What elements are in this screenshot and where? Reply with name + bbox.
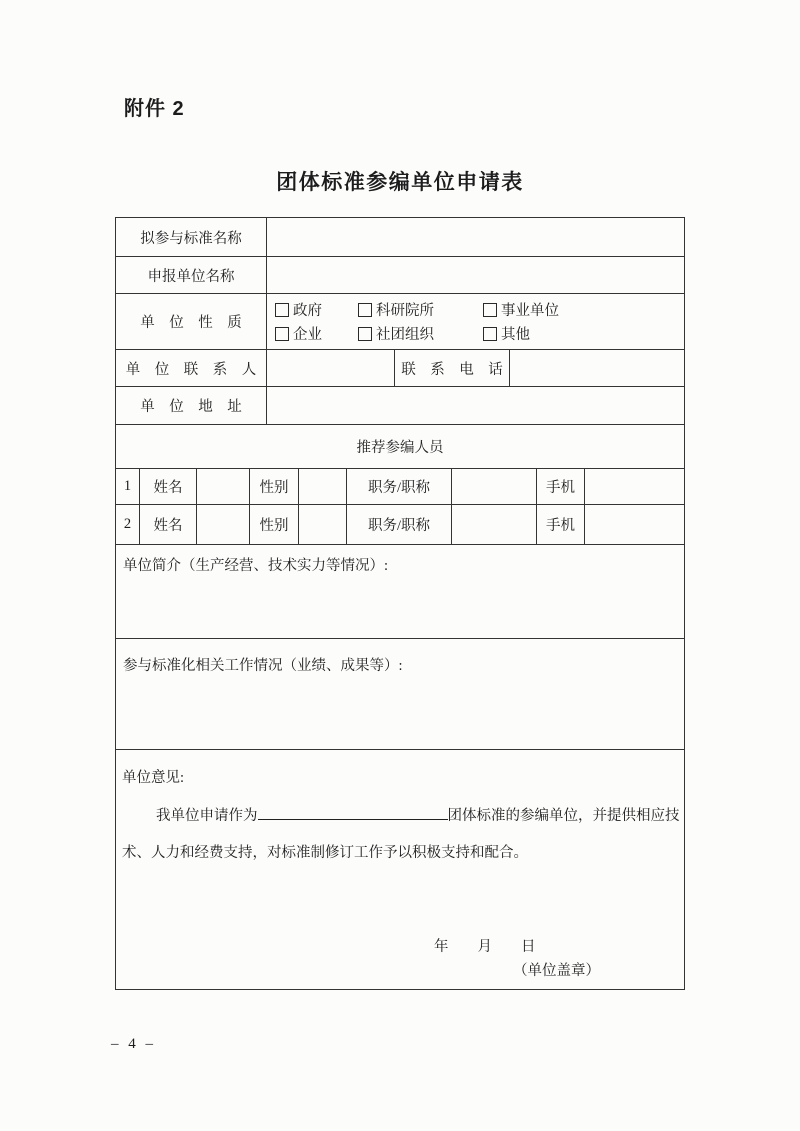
personnel-2-title-label: 职务/职称 xyxy=(346,505,451,544)
unit-opinion-cell xyxy=(116,750,684,989)
personnel-1-gender-value xyxy=(298,469,346,504)
opinion-line1-suffix: 团体标准的参编单位，并提供相应技 xyxy=(447,808,680,824)
checkbox-label: 科研院所 xyxy=(376,303,434,319)
checkbox-option-social-organization xyxy=(358,323,483,344)
phone-label: 联 系 电 话 xyxy=(394,350,509,386)
personnel-1-title-value xyxy=(451,469,536,504)
opinion-line-2: 术、人力和经费支持，对标准制修订工作予以积极支持和配合。 xyxy=(122,845,528,861)
checkbox-option-public-institution xyxy=(483,299,559,320)
standard-name-value-cell xyxy=(266,218,684,256)
row-unit-type xyxy=(116,293,684,349)
personnel-2-mobile-value xyxy=(584,505,684,544)
unit-type-options-line-2 xyxy=(275,322,684,346)
checkbox-option-research-institute xyxy=(358,299,483,320)
row-address xyxy=(116,386,684,424)
checkbox-label: 事业单位 xyxy=(501,303,559,319)
phone-value-cell xyxy=(509,350,684,386)
row-unit-name xyxy=(116,256,684,293)
checkbox-icon xyxy=(275,327,289,341)
personnel-1-name-value xyxy=(196,469,249,504)
personnel-2-name-value xyxy=(196,505,249,544)
checkbox-option-other xyxy=(483,323,530,344)
checkbox-icon xyxy=(358,303,372,317)
checkbox-option-government xyxy=(275,299,358,320)
personnel-1-mobile-label: 手机 xyxy=(536,469,584,504)
unit-name-value-cell xyxy=(266,257,684,293)
unit-profile-label: 单位简介（生产经营、技术实力等情况）: xyxy=(123,558,389,574)
address-label: 单 位 地 址 xyxy=(140,399,242,415)
unit-opinion-paragraph xyxy=(122,797,680,871)
application-form-table xyxy=(115,217,685,990)
blank-fill-line xyxy=(258,816,448,820)
row-personnel-2 xyxy=(116,504,684,544)
personnel-header: 推荐参编人员 xyxy=(356,440,444,456)
page-number: – 4 – xyxy=(111,1036,156,1052)
checkbox-icon xyxy=(358,327,372,341)
form-title: 团体标准参编单位申请表 xyxy=(276,171,524,194)
unit-type-options-cell xyxy=(266,294,684,349)
row-personnel-1 xyxy=(116,468,684,504)
row-personnel-header xyxy=(116,424,684,468)
address-value-cell xyxy=(266,387,684,424)
checkbox-icon xyxy=(275,303,289,317)
unit-opinion-label: 单位意见: xyxy=(122,770,185,786)
contact-label: 单 位 联 系 人 xyxy=(125,361,257,378)
standard-name-label: 拟参与标准名称 xyxy=(140,230,242,247)
row-unit-opinion xyxy=(116,749,684,989)
row-standard-name xyxy=(116,218,684,256)
personnel-1-number: 1 xyxy=(123,478,132,494)
checkbox-label: 政府 xyxy=(293,303,322,319)
personnel-2-mobile-label: 手机 xyxy=(536,505,584,544)
contact-value-cell xyxy=(266,350,394,386)
personnel-2-gender-label: 性别 xyxy=(249,505,298,544)
checkbox-label: 企业 xyxy=(293,327,322,343)
opinion-line-1 xyxy=(122,797,680,835)
standardization-work-label: 参与标准化相关工作情况（业绩、成果等）: xyxy=(123,658,403,674)
personnel-2-name-label: 姓名 xyxy=(139,505,196,544)
personnel-2-number: 2 xyxy=(123,516,132,532)
personnel-1-gender-label: 性别 xyxy=(249,469,298,504)
row-standardization-work xyxy=(116,638,684,749)
personnel-1-name-label: 姓名 xyxy=(139,469,196,504)
unit-type-label: 单 位 性 质 xyxy=(140,315,242,331)
checkbox-icon xyxy=(483,303,497,317)
personnel-1-title-label: 职务/职称 xyxy=(346,469,451,504)
unit-name-label: 申报单位名称 xyxy=(147,268,235,285)
attachment-label: 附件 2 xyxy=(124,98,185,120)
checkbox-option-enterprise xyxy=(275,323,358,344)
date-line: 年 月 日 xyxy=(434,939,536,955)
row-contact xyxy=(116,349,684,386)
row-unit-profile xyxy=(116,544,684,638)
personnel-2-title-value xyxy=(451,505,536,544)
seal-line: （单位盖章） xyxy=(513,963,600,979)
unit-type-options-line-1 xyxy=(275,298,684,322)
checkbox-label: 社团组织 xyxy=(376,327,434,343)
personnel-1-mobile-value xyxy=(584,469,684,504)
opinion-line1-prefix: 我单位申请作为 xyxy=(156,808,258,824)
checkbox-icon xyxy=(483,327,497,341)
checkbox-label: 其他 xyxy=(501,327,530,343)
personnel-2-gender-value xyxy=(298,505,346,544)
